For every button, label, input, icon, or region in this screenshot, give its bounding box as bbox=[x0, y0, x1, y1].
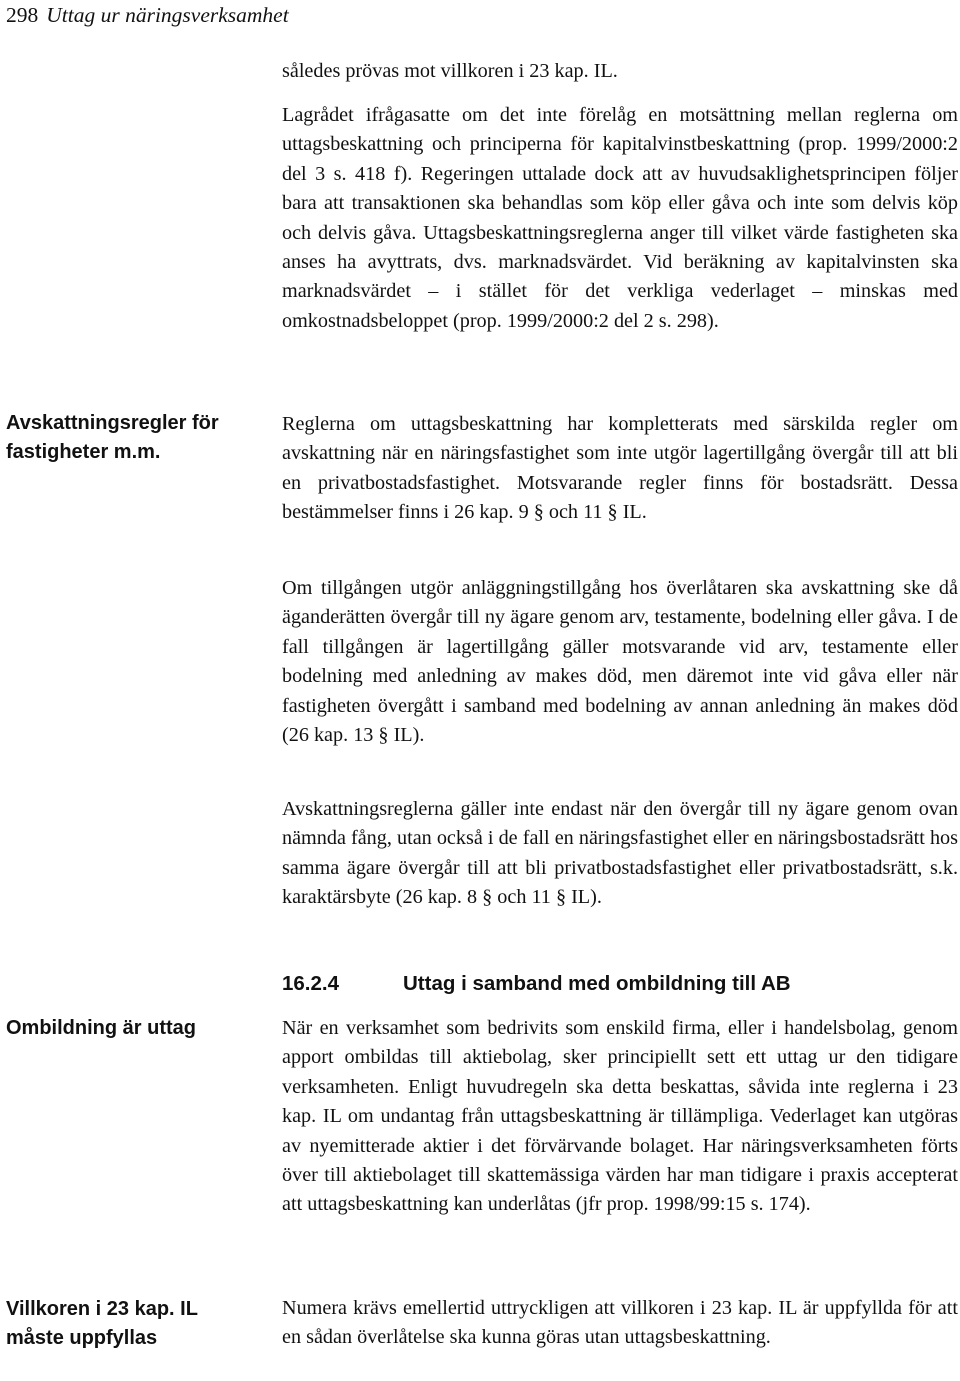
paragraph-continuation: således prövas mot villkoren i 23 kap. IL. bbox=[282, 60, 618, 82]
paragraph-anlaggningstillgang: Om tillgången utgör anläggningstillgång hos överlåtaren ska avskattning ske då äganderätten övergår till ny ägare genom arv, testamente, bodelning eller gåva. I de fall tillgången är lagertillgång gäller motsvarande vid arv, testamente eller bodelning med anledning av makes död, men däremot inte vid gåva eller när fastigheten övergått i samband med bodelning av annan anledning än makes död (26 kap. 13 § IL). bbox=[282, 577, 958, 747]
running-title: Uttag ur näringsverksamhet bbox=[46, 3, 289, 27]
paragraph-lagradet: Lagrådet ifrågasatte om det inte förelåg en motsättning mellan reglerna om uttagsbeskattning och principerna för kapitalvinstbeskattning (prop. 1999/2000:2 del 3 s. 418 f). Regeringen uttalade dock att av huvudsaklighetsprincipen följer bara att transaktionen ska behandlas som köp eller gåva och inte som delvis köp och delvis gåva. Uttagsbeskattningsreglerna anger till vilket värde fastigheten ska anses ha avyttrats, dvs. marknadsvärdet. Vid beräkning av kapitalvinsten ska marknadsvärdet – i stället för det verkliga vederlaget – minskas med omkostnadsbeloppet (prop. 1999/2000:2 del 2 s. 298). bbox=[282, 104, 958, 332]
page-number: 298 bbox=[6, 3, 39, 27]
paragraph-numera: Numera krävs emellertid uttryckligen att villkoren i 23 kap. IL är uppfyllda för att en sådan överlåtelse ska kunna göras utan uttagsbeskattning. bbox=[282, 1297, 958, 1349]
section-number: 16.2.4 bbox=[282, 972, 339, 995]
section-heading bbox=[282, 969, 958, 999]
paragraph-uttagsbeskattning-komplettering: Reglerna om uttagsbeskattning har kompletterats med särskilda regler om avskattning när en näringsfastighet som inte utgör lagertillgång övergår till att bli en privatbostadsfastighet. Motsvarande regler finns för bostadsrätt. Dessa bestämmelser finns i 26 kap. 9 § och 11 § IL. bbox=[282, 413, 958, 524]
margin-note-ombildning: Ombildning är uttag bbox=[6, 1017, 196, 1039]
running-header bbox=[6, 2, 289, 28]
paragraph-avskattningsreglerna: Avskattningsreglerna gäller inte endast när den övergår till ny ägare genom ovan nämnda fång, utan också i de fall en näringsfastighet eller en näringsbostadsrätt hos samma ägare övergår till att bli privatbostadsfastighet eller privatbostadsrätt, s.k. karaktärsbyte (26 kap. 8 § och 11 § IL). bbox=[282, 798, 958, 909]
margin-note-villkoren: Villkoren i 23 kap. IL måste uppfyllas bbox=[6, 1298, 198, 1349]
paragraph-ombildning: När en verksamhet som bedrivits som enskild firma, eller i handelsbolag, genom apport ombildas till aktiebolag, sker principiellt sett ett uttag ur den tidigare verksamheten. Enligt huvudregeln ska detta beskattas, såvida inte reglerna i 23 kap. IL om undantag från uttagsbeskattning är tillämpliga. Vederlaget kan utgöras av nyemitterade aktier i det förvärvande bolaget. Har näringsverksamheten förts över till aktiebolaget till skattemässiga värden har man tidigare i praxis accepterat att uttagsbeskattning kan underlåtas (jfr prop. 1998/99:15 s. 174). bbox=[282, 1017, 958, 1216]
section-title: Uttag i samband med ombildning till AB bbox=[403, 972, 791, 995]
margin-note-avskattningsregler: Avskattningsregler för fastigheter m.m. bbox=[6, 412, 219, 463]
